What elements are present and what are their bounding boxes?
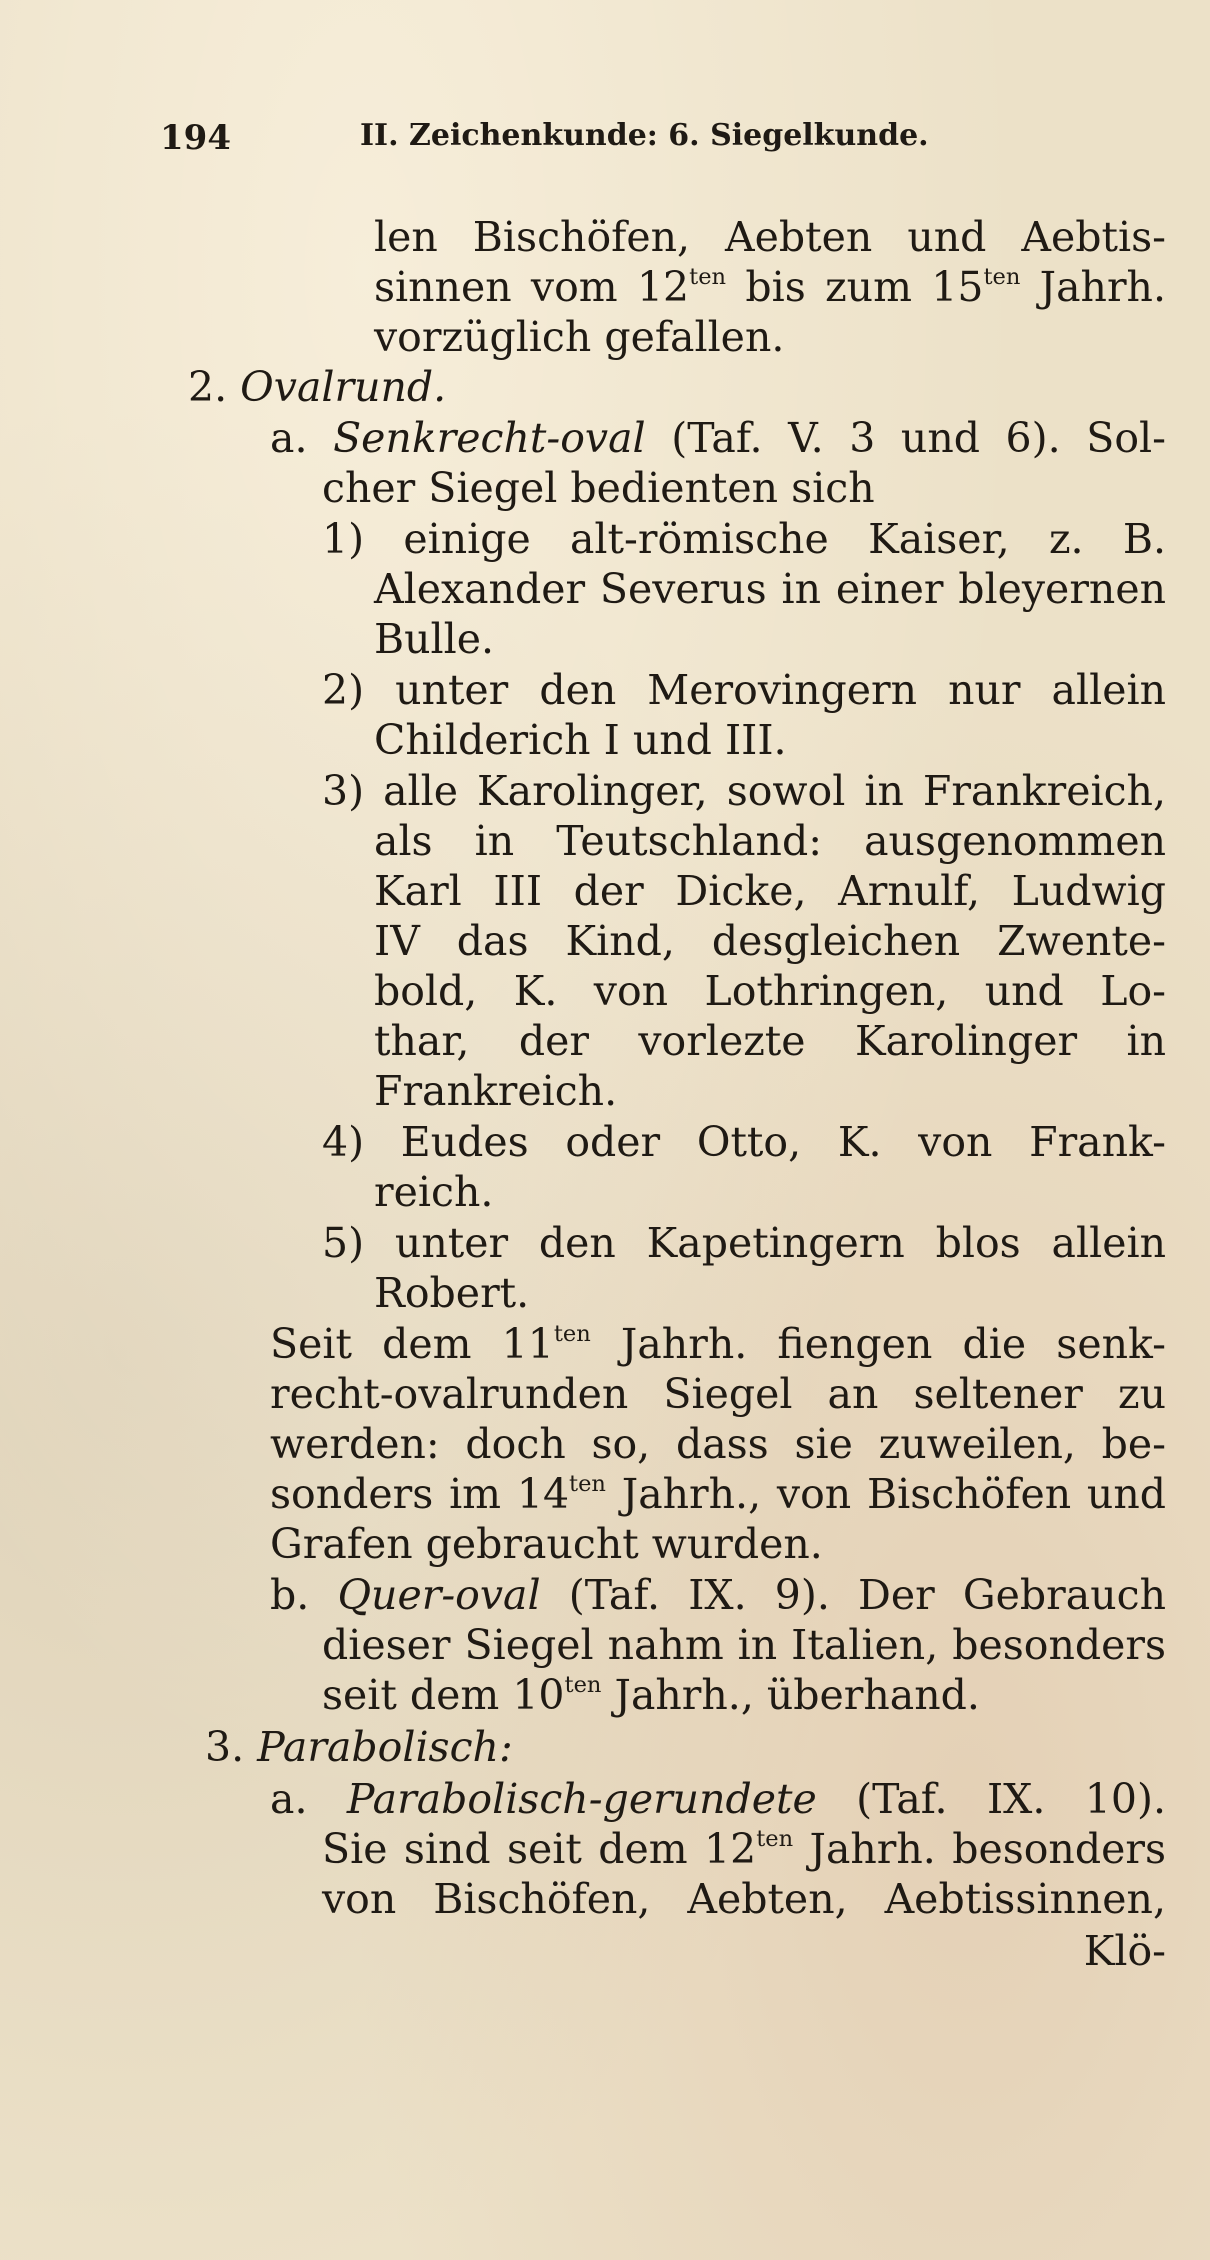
text-line: a. Parabolisch-gerundete (Taf. IX. 10). [270,1775,1166,1823]
text-line: thar, der vorlezte Karolinger in [374,1017,1166,1065]
catchword: Klö- [1083,1927,1166,1975]
text-line: Robert. [374,1269,530,1317]
text-line: Bulle. [374,615,495,663]
text-line: cher Siegel bedienten sich [322,464,875,512]
text-line: 1) einige alt-römische Kaiser, z. B. [322,515,1166,563]
text-line: als in Teutschland: ausgenommen [374,817,1166,865]
text-line: a. Senkrecht-oval (Taf. V. 3 und 6). Sol- [270,414,1166,462]
text-line: recht-ovalrunden Siegel an seltener zu [270,1370,1166,1418]
text-line: Karl III der Dicke, Arnulf, Ludwig [374,867,1166,915]
text-line: reich. [374,1168,494,1216]
text-line: 5) unter den Kapetingern blos allein [322,1219,1166,1267]
text-line: 4) Eudes oder Otto, K. von Frank- [322,1118,1166,1166]
text-line: Childerich I und III. [374,716,787,764]
text-line: Frankreich. [374,1067,618,1115]
text-line: sinnen vom $12^{ten}$ bis zum $15^{ten}$ Jahrh. [374,263,1166,311]
text-line: IV das Kind, desgleichen Zwente- [374,917,1166,965]
text-line: seit dem $10^{ten}$ Jahrh., überhand. [322,1671,980,1719]
section-heading: 2. Ovalrund. [188,363,447,411]
running-head: II. Zeichenkunde: 6. Siegelkunde. [360,118,929,153]
text-line: werden: doch so, dass sie zuweilen, be- [270,1420,1166,1468]
text-line: len Bischöfen, Aebten und Aebtis- [374,213,1166,261]
section-heading: 3. Parabolisch: [205,1723,513,1771]
page-number: 194 [160,118,231,158]
text-line: 3) alle Karolinger, sowol in Frankreich, [322,767,1166,815]
text-line: Seit dem $11^{ten}$ Jahrh. fiengen die senk- [270,1320,1166,1368]
text-line: 2) unter den Merovingern nur allein [322,666,1166,714]
text-line: Grafen gebraucht wurden. [270,1520,823,1568]
text-line: b. Quer-oval (Taf. IX. 9). Der Gebrauch [270,1571,1166,1619]
text-line: Sie sind seit dem $12^{ten}$ Jahrh. besonders [322,1825,1166,1873]
text-line: sonders im $14^{ten}$ Jahrh., von Bischöfen und [270,1470,1166,1518]
text-line: dieser Siegel nahm in Italien, besonders [322,1621,1166,1669]
text-line: Alexander Severus in einer bleyernen [374,565,1166,613]
text-line: bold, K. von Lothringen, und Lo- [374,967,1166,1015]
text-line: vorzüglich gefallen. [374,313,785,361]
text-line: von Bischöfen, Aebten, Aebtissinnen, [322,1875,1166,1923]
page-header [160,118,1040,170]
